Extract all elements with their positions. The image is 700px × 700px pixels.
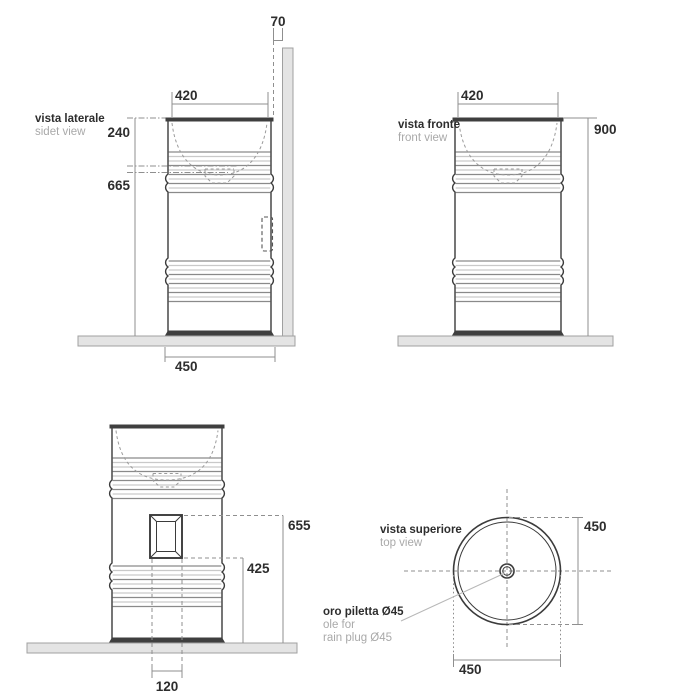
dim-450-vertical-value: 450 xyxy=(584,519,607,534)
basin-rim-front xyxy=(453,118,564,122)
dim-450-side xyxy=(165,347,275,374)
dim-665-value: 665 xyxy=(107,178,130,193)
centerlines xyxy=(404,489,612,650)
dim-450-horizontal-value: 450 xyxy=(459,662,482,677)
dim-420-side xyxy=(172,88,268,117)
top-view-label-it: vista superiore xyxy=(380,524,462,536)
dim-70-value: 70 xyxy=(270,14,286,29)
dim-420-side-value: 420 xyxy=(175,88,198,103)
drain-note-line1: oro piletta Ø45 xyxy=(323,606,404,618)
basin-drum-front xyxy=(452,118,564,336)
side-view xyxy=(35,14,295,374)
basin-drum-side xyxy=(165,118,274,336)
top-view-label-en: top view xyxy=(380,537,423,549)
drain-note-line3: rain plug Ø45 xyxy=(323,632,393,644)
front-view xyxy=(398,88,617,346)
basin-drum-detail xyxy=(109,425,225,643)
drain-note xyxy=(323,573,505,644)
basin-base-front xyxy=(452,331,564,336)
basin-rim-detail xyxy=(110,425,225,429)
drain-note-line2: ole for xyxy=(323,619,355,631)
dim-420-front xyxy=(458,88,558,117)
side-view-label-it: vista laterale xyxy=(35,113,105,125)
front-detail-view xyxy=(27,425,311,695)
floor-section-detail xyxy=(27,643,297,653)
floor-section-front xyxy=(398,336,613,346)
basin-rim xyxy=(166,118,274,122)
front-view-label-en: front view xyxy=(398,132,448,144)
top-view xyxy=(323,489,612,677)
dim-120-value: 120 xyxy=(155,679,179,694)
basin-base xyxy=(165,331,274,336)
dim-420-front-value: 420 xyxy=(461,88,484,103)
dim-900 xyxy=(563,118,617,336)
dim-425-value: 425 xyxy=(247,561,270,576)
dim-900-value: 900 xyxy=(594,122,617,137)
basin-base-detail xyxy=(109,638,225,643)
dim-450-side-value: 450 xyxy=(175,359,198,374)
basin-inner-circle xyxy=(458,522,556,620)
dim-240-value: 240 xyxy=(107,125,130,140)
dim-655-value: 655 xyxy=(288,518,311,533)
side-view-label-en: sidet view xyxy=(35,126,86,138)
floor-section xyxy=(78,336,295,346)
front-view-label-it: vista fronte xyxy=(398,119,460,131)
wall-section xyxy=(283,48,294,336)
